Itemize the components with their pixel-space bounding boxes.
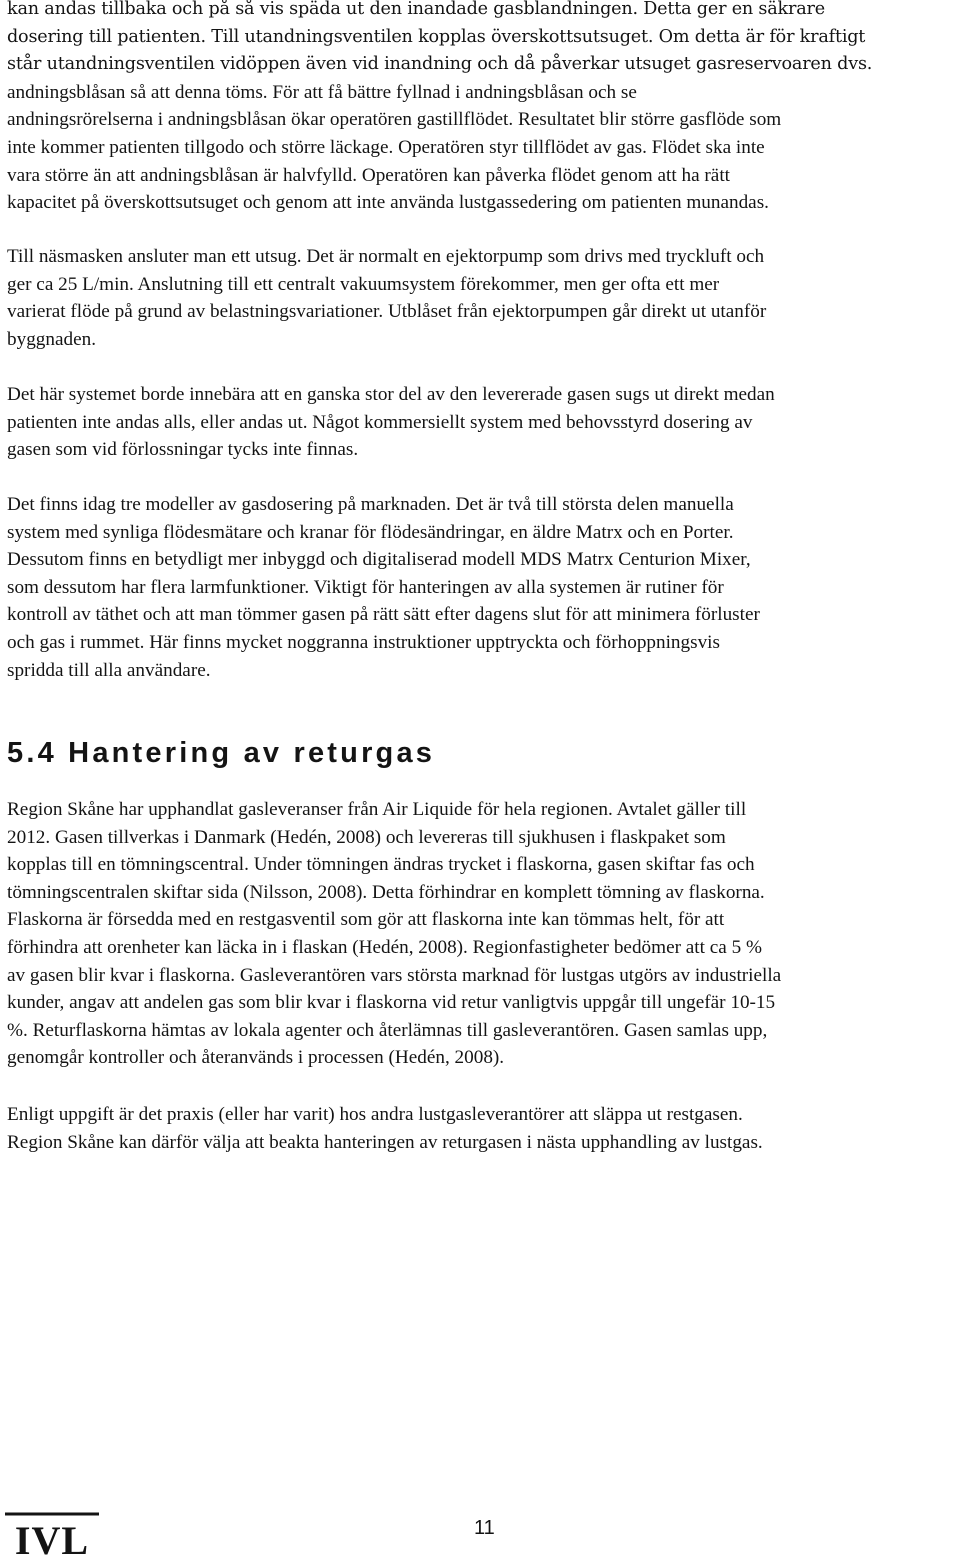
text-line: Region Skåne har upphandlat gasleveranser från Air Liquide för hela regionen. Avtalet gäller till xyxy=(7,799,747,820)
paragraph-6 xyxy=(7,1101,953,1156)
paragraph-1 xyxy=(7,0,953,217)
text-line: inte kommer patienten tillgodo och större läckage. Operatören styr tillflödet av gas. Flödet ska inte xyxy=(7,136,765,158)
text-line: av gasen blir kvar i flaskorna. Gasleverantören vars största marknad för lustgas utgörs av industriella xyxy=(7,964,782,986)
text-line: byggnaden. xyxy=(7,328,96,350)
paragraph-2 xyxy=(7,243,953,353)
text-line: Enligt uppgift är det praxis (eller har varit) hos andra lustgasleverantörer att släppa ut restgasen. xyxy=(7,1104,743,1125)
text-line: genomgår kontroller och återanvänds i processen (Hedén, 2008). xyxy=(7,1047,505,1069)
text-line: Det finns idag tre modeller av gasdosering på marknaden. Det är två till största delen manuella xyxy=(7,494,734,515)
text-line: spridda till alla användare. xyxy=(7,659,211,681)
text-line: kan andas tillbaka och på så vis späda ut den inandade gasblandningen. Detta ger en säkrare xyxy=(7,0,825,19)
paragraph-4-block xyxy=(7,491,953,684)
page-number: 11 xyxy=(474,1517,495,1539)
text-line: förhindra att orenheter kan läcka in i flaskan (Hedén, 2008). Regionfastigheter bedömer att ca 5 % xyxy=(7,936,762,958)
text-line: ger ca 25 L/min. Anslutning till ett centralt vakuumsystem förekommer, men ger ofta ett mer xyxy=(7,273,720,295)
section-heading: 5.4 Hantering av returgas xyxy=(7,737,436,769)
text-line: varierat flöde på grund av belastningsvariationer. Utblåset från ejektorpumpen går direkt ut utanför xyxy=(7,301,767,323)
text-line: vara större än att andningsblåsan är halvfylld. Operatören kan påverka flödet genom att ha rätt xyxy=(7,164,730,186)
text-line xyxy=(7,79,953,107)
paragraph-continuation xyxy=(7,0,953,217)
paragraph-5-block xyxy=(7,796,953,1072)
paragraph-3-block xyxy=(7,381,953,464)
text-line: Det här systemet borde innebära att en ganska stor del av den levererade gasen sugs ut direkt medan xyxy=(7,384,775,405)
text-line: och gas i rummet. Här finns mycket noggranna instruktioner upptryckta och förhoppningsvis xyxy=(7,631,720,653)
text-line: Till näsmasken ansluter man ett utsug. Det är normalt en ejektorpump som drivs med tryckluft och xyxy=(7,246,765,267)
paragraph-5 xyxy=(7,796,953,1072)
text-line: system med synliga flödesmätare och kranar för flödesändringar, en äldre Matrx och en Porter. xyxy=(7,521,734,543)
text-line-part: andningsblåsan så att denna töms. För att få bättre fyllnad i andningsblåsan och se xyxy=(7,81,637,103)
paragraph-3 xyxy=(7,381,953,464)
text-line: kapacitet på överskottsutsuget och genom att inte använda lustgassedering om patienten munandas. xyxy=(7,192,769,214)
text-line: patienten inte andas alls, eller andas ut. Något kommersiellt system med behovsstyrd dosering av xyxy=(7,411,753,433)
ivl-logo xyxy=(3,1508,101,1560)
text-line: %. Returflaskorna hämtas av lokala agenter och återlämnas till gasleverantören. Gasen samlas upp, xyxy=(7,1019,768,1041)
text-line: står utandningsventilen vidöppen även vid inandning och då påverkar utsuget gasreservoaren dvs. xyxy=(7,54,873,75)
text-line: tömningscentralen skiftar sida (Nilsson, 2008). Detta förhindrar en komplett tömning av flaskorna. xyxy=(7,881,765,903)
text-line: Region Skåne kan därför välja att beakta hanteringen av returgasen i nästa upphandling av lustgas. xyxy=(7,1131,763,1153)
text-line: Dessutom finns en betydligt mer inbyggd och digitaliserad modell MDS Matrx Centurion Mixer, xyxy=(7,549,751,571)
text-line: kopplas till en tömningscentral. Under tömningen ändras trycket i flaskorna, gasen skiftar fas och xyxy=(7,854,755,876)
logo-text: IVL xyxy=(14,1518,90,1560)
text-line: dosering till patienten. Till utandningsventilen kopplas överskottsutsuget. Om detta är för kraftigt xyxy=(7,26,866,47)
text-line: andningsrörelserna i andningsblåsan ökar operatören gastillflödet. Resultatet blir större gasflöde som xyxy=(7,109,782,131)
paragraph-4 xyxy=(7,491,953,684)
text-line: kunder, angav att andelen gas som blir kvar i flaskorna vid retur vanligtvis uppgår till ungefär 10-15 xyxy=(7,992,776,1014)
text-line: som dessutom har flera larmfunktioner. Viktigt för hanteringen av alla systemen är rutiner för xyxy=(7,576,724,598)
paragraph-2-block xyxy=(7,243,953,353)
text-line: gasen som vid förlossningar tycks inte finnas. xyxy=(7,439,359,461)
text-line: Flaskorna är försedda med en restgasventil som gör att flaskorna inte kan tömmas helt, för att xyxy=(7,909,725,931)
text-line: kontroll av täthet och att man tömmer gasen på rätt sätt efter dagens slut för att minimera förluster xyxy=(7,604,760,626)
paragraph-6-block xyxy=(7,1101,953,1156)
ivl-logo-graphic xyxy=(3,1508,101,1560)
text-line: 2012. Gasen tillverkas i Danmark (Hedén, 2008) och levereras till sjukhusen i flaskpaket som xyxy=(7,826,726,848)
